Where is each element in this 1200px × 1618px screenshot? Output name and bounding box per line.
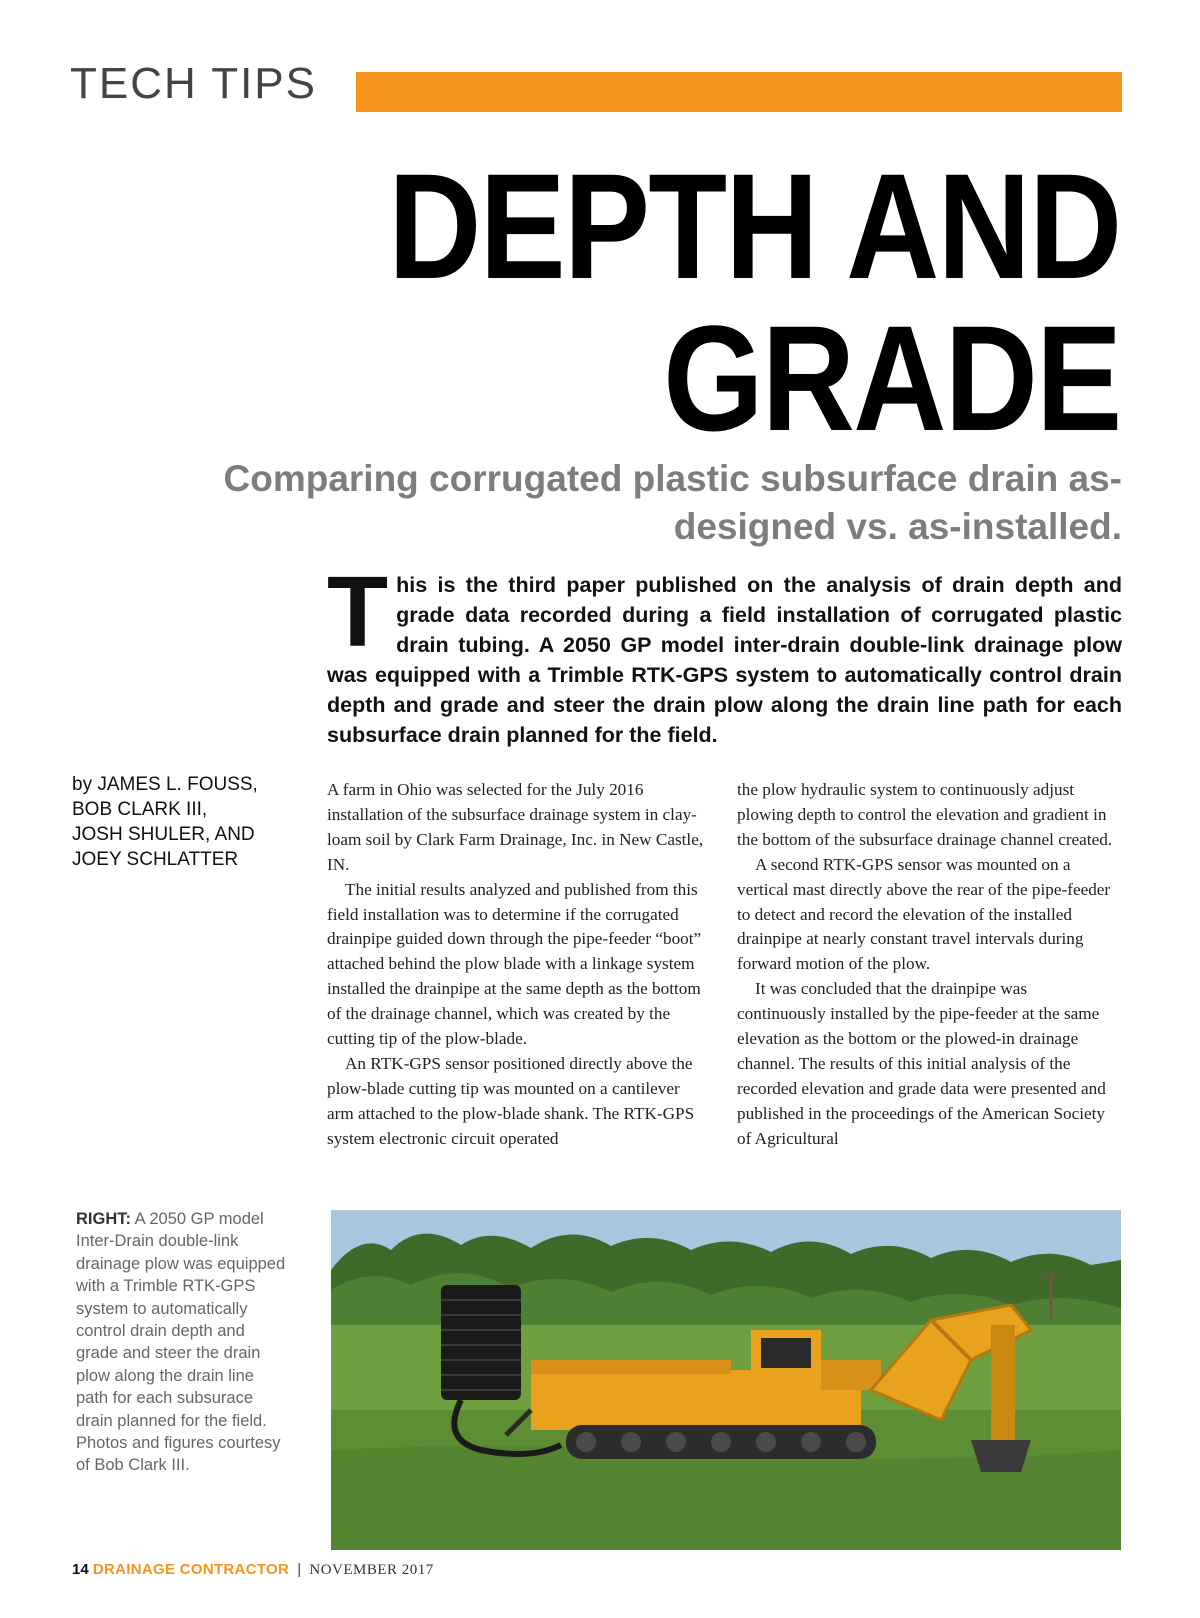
section-label: TECH TIPS bbox=[70, 59, 318, 108]
body-column-2 bbox=[737, 778, 1117, 1152]
headline-line-1: DEPTH AND bbox=[387, 142, 1120, 310]
byline-line: JOSH SHULER, AND bbox=[72, 824, 255, 845]
byline-line: BOB CLARK III, bbox=[72, 799, 208, 820]
body-paragraph: A farm in Ohio was selected for the July 2016 installation of the subsurface drainage system in clay-loam soil by Clark Farm Drainage, Inc. in New Castle, IN. bbox=[327, 780, 704, 874]
section-accent-bar bbox=[356, 72, 1122, 112]
body-column-1 bbox=[327, 778, 707, 1152]
lead-text: his is the third paper published on the analysis of drain depth and grade data recorded during a field installation of corrugated plastic drain tubing. A 2050 GP model inter-drain double-link drainage plow was equipped with a Trimble RTK-GPS system to automatically control drain depth and grade and steer the drain plow along the drain line path for each subsurface drain planned for the field. bbox=[327, 573, 1122, 747]
byline-line: JOEY SCHLATTER bbox=[72, 849, 239, 870]
magazine-name: DRAINAGE CONTRACTOR bbox=[92, 1561, 290, 1578]
body-paragraph: the plow hydraulic system to continuously adjust plowing depth to control the elevation and gradient in the bottom of the subsurface drainage channel created. bbox=[737, 780, 1113, 849]
body-paragraph: A second RTK-GPS sensor was mounted on a vertical mast directly above the rear of the pipe-feeder to detect and record the elevation of the installed drainpipe at nearly constant travel intervals during forward motion of the plow. bbox=[737, 854, 1111, 974]
caption-text: A 2050 GP model Inter-Drain double-link drainage plow was equipped with a Trimble RTK-GPS system to automatically control drain depth and grade and steer the drain plow along the drain line path for each subsurace drain planned for the field. Photos and figures courtesy of Bob Clark III. bbox=[76, 1210, 286, 1475]
footer-separator: | bbox=[297, 1561, 302, 1578]
caption-label: RIGHT: bbox=[76, 1210, 131, 1228]
page-footer bbox=[72, 1560, 434, 1580]
photo-illustration bbox=[331, 1210, 1121, 1550]
body-paragraph: An RTK-GPS sensor positioned directly above the plow-blade cutting tip was mounted on a cantilever arm attached to the plow-blade shank. The RTK-GPS system electronic circuit operated bbox=[327, 1053, 695, 1148]
subheadline: Comparing corrugated plastic subsurface drain as-designed vs. as-installed. bbox=[223, 458, 1122, 547]
page-number: 14 bbox=[72, 1561, 89, 1578]
drainage-plow-photo bbox=[331, 1210, 1121, 1550]
headline-line-2: GRADE bbox=[662, 294, 1120, 462]
byline-line: by JAMES L. FOUSS, bbox=[72, 774, 258, 795]
drop-cap: T bbox=[327, 556, 389, 668]
body-paragraph: It was concluded that the drainpipe was continuously installed by the pipe-feeder at the same elevation as the bottom or the plowed-in drainage channel. The results of this initial analysis of the recorded elevation and grade data were presented and published in the proceedings of the American Society of Agricultural bbox=[737, 979, 1106, 1148]
lead-paragraph bbox=[327, 556, 1122, 750]
headline bbox=[387, 142, 1120, 462]
photo-caption bbox=[76, 1208, 286, 1477]
byline bbox=[72, 772, 302, 872]
body-paragraph: The initial results analyzed and published from this field installation was to determine if the corrugated drainpipe guided down through the pipe-feeder “boot” attached behind the plow blade with a linkage system installed the drainpipe at the same depth as the bottom of the drainage channel, which was created by the cutting tip of the plow-blade. bbox=[327, 879, 702, 1049]
issue-date: NOVEMBER 2017 bbox=[309, 1562, 434, 1578]
